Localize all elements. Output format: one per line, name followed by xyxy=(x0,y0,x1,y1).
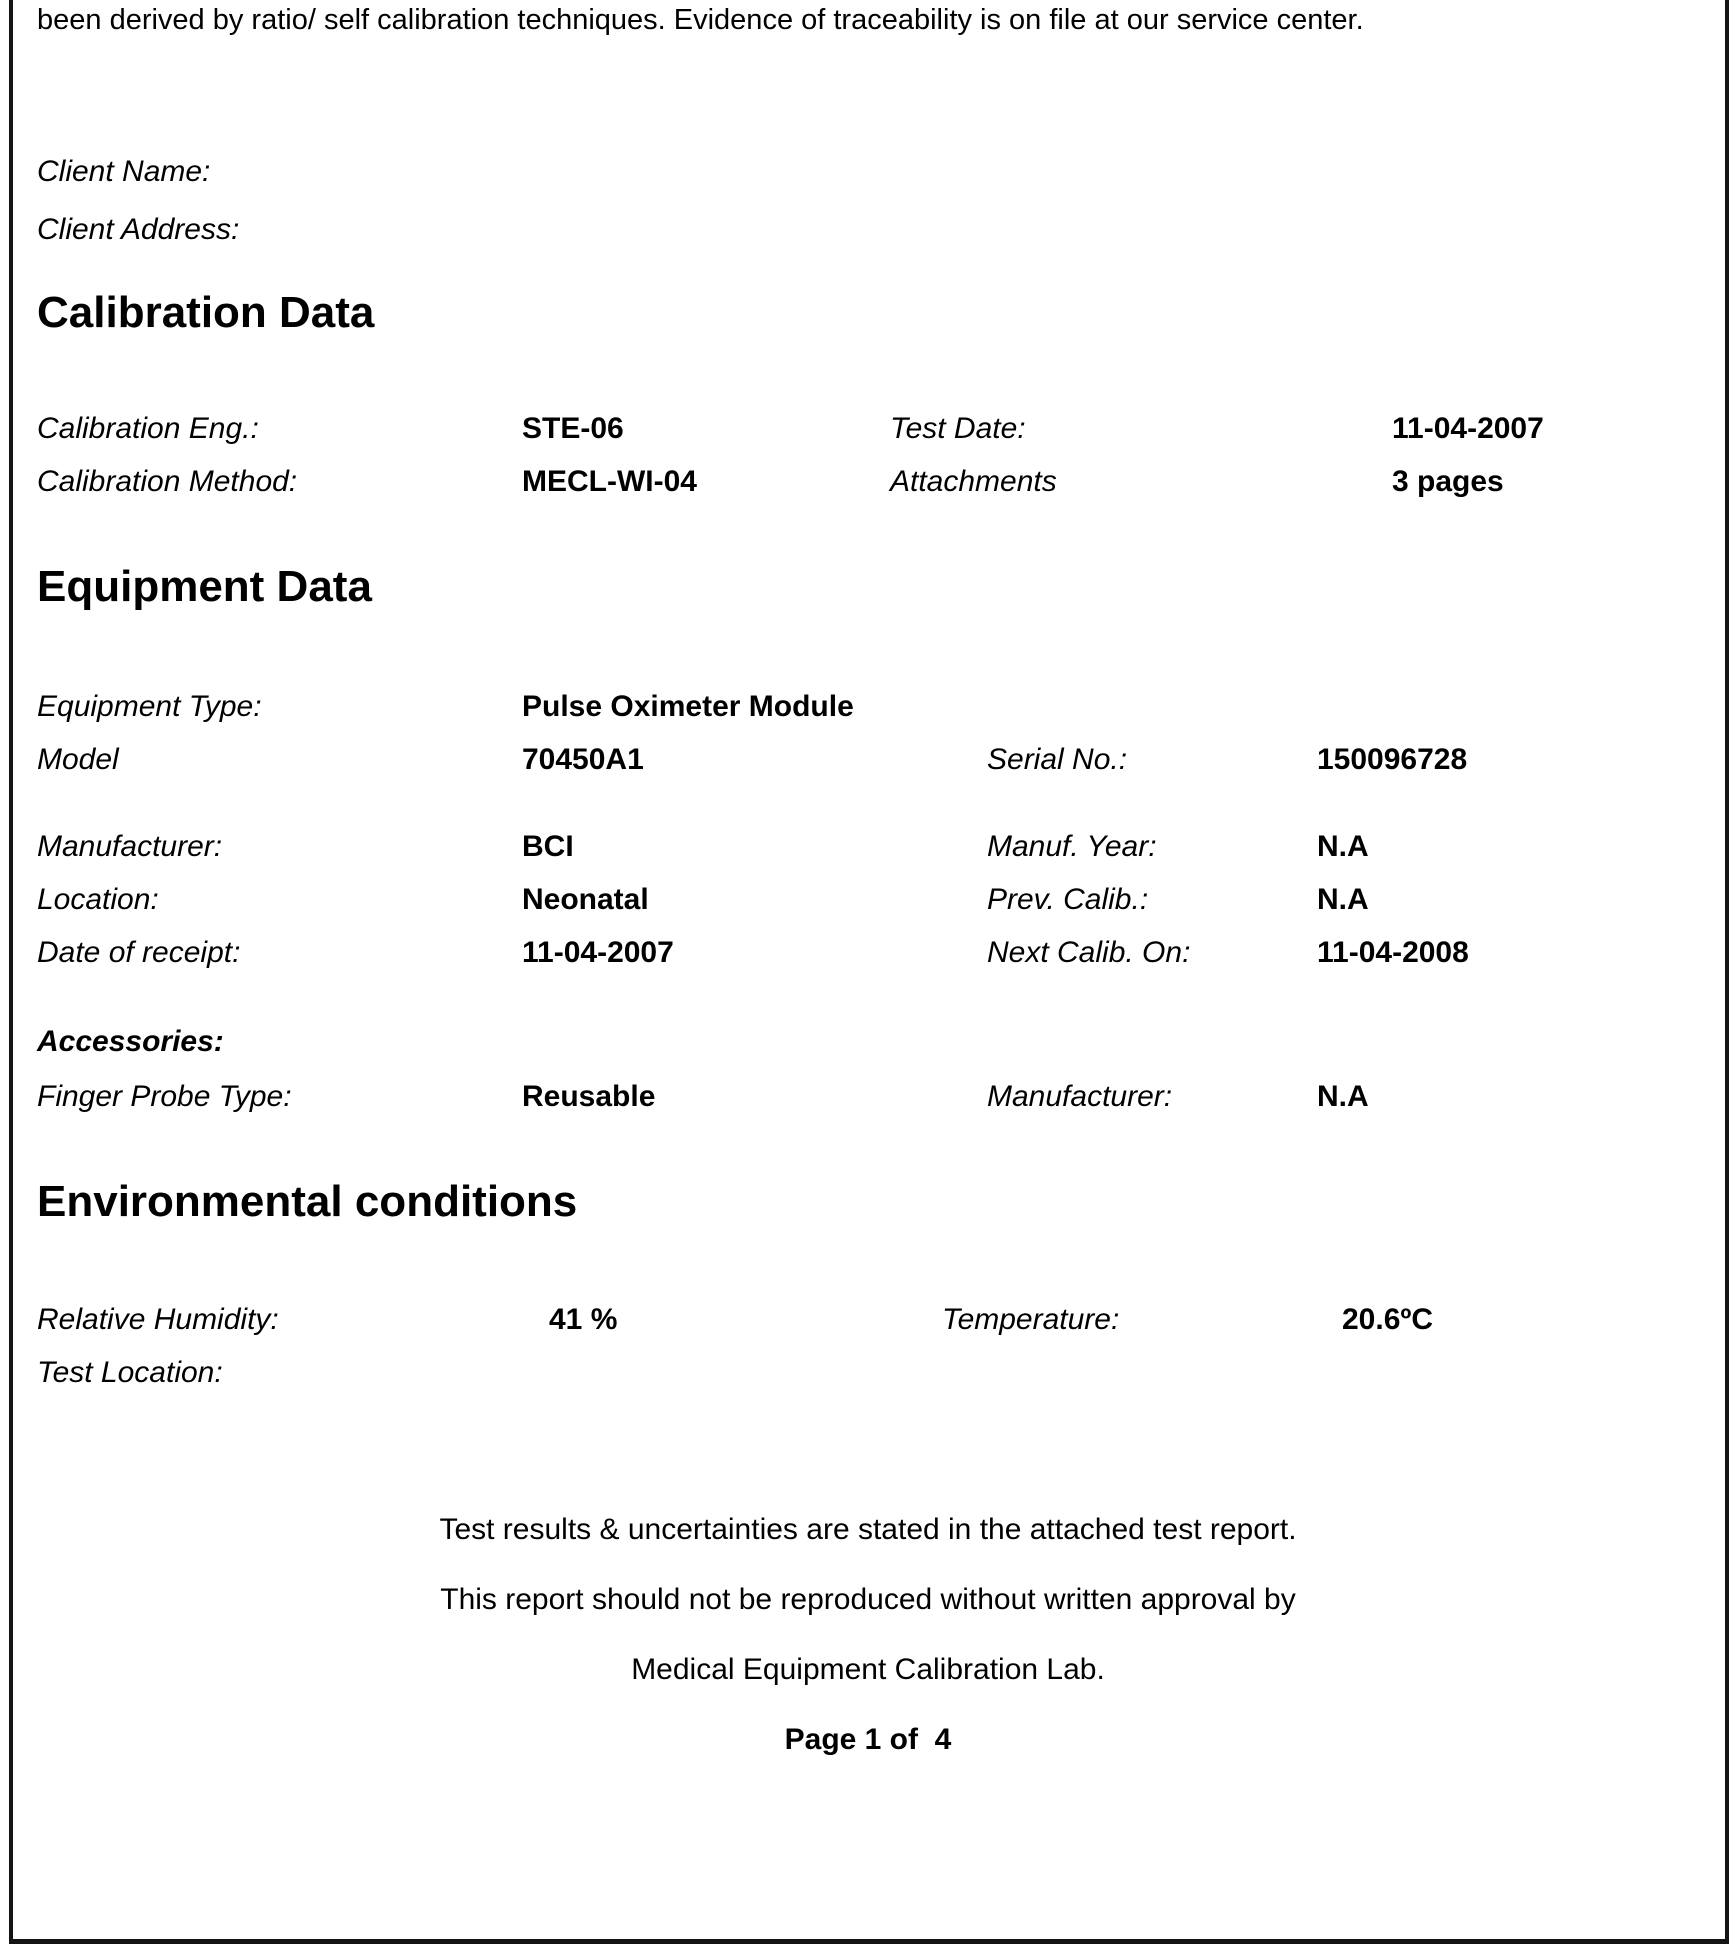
next-calib-on-label: Next Calib. On: xyxy=(987,936,1191,969)
manuf-year-value: N.A xyxy=(1317,830,1369,863)
equipment-type-label: Equipment Type: xyxy=(37,690,262,723)
test-location-label: Test Location: xyxy=(37,1356,223,1389)
equipment-data-table-a xyxy=(37,688,1699,778)
attachments-value: 3 pages xyxy=(1392,465,1504,498)
location-label: Location: xyxy=(37,883,159,916)
date-of-receipt-value: 11-04-2007 xyxy=(522,936,674,969)
empty-cell xyxy=(1342,1354,1699,1391)
date-of-receipt-label: Date of receipt: xyxy=(37,936,241,969)
client-name-label: Client Name: xyxy=(37,155,211,188)
temperature-label: Temperature: xyxy=(942,1303,1120,1336)
calibration-eng-value: STE-06 xyxy=(522,412,624,445)
test-date-value: 11-04-2007 xyxy=(1392,412,1544,445)
relative-humidity-value: 41 % xyxy=(549,1303,618,1336)
section-title-calibration-data: Calibration Data xyxy=(37,288,375,337)
empty-cell xyxy=(942,1354,1342,1391)
prev-calib-label: Prev. Calib.: xyxy=(987,883,1149,916)
finger-probe-type-label: Finger Probe Type: xyxy=(37,1080,292,1113)
footer-note-line2: This report should not be reproduced without written approval by xyxy=(440,1583,1296,1616)
prev-calib-value: N.A xyxy=(1317,883,1369,916)
temperature-value: 20.6ºC xyxy=(1342,1303,1434,1336)
traceability-note: been derived by ratio/ self calibration techniques. Evidence of traceability is on file at our service center. xyxy=(37,4,1364,36)
attachments-label: Attachments xyxy=(890,465,1057,498)
footer-note-line1: Test results & uncertainties are stated in the attached test report. xyxy=(439,1513,1297,1546)
client-block xyxy=(37,154,1699,248)
accessories-label: Accessories: xyxy=(37,1025,224,1058)
serial-no-label: Serial No.: xyxy=(987,743,1128,776)
model-value: 70450A1 xyxy=(522,743,644,776)
empty-cell xyxy=(1317,688,1699,725)
equipment-type-value: Pulse Oximeter Module xyxy=(522,690,854,723)
location-value: Neonatal xyxy=(522,883,649,916)
empty-cell xyxy=(549,1354,942,1391)
model-label: Model xyxy=(37,743,119,776)
probe-manufacturer-value: N.A xyxy=(1317,1080,1369,1113)
manufacturer-value: BCI xyxy=(522,830,574,863)
environmental-conditions-table xyxy=(37,1301,1699,1391)
footer-note-line3: Medical Equipment Calibration Lab. xyxy=(631,1653,1105,1686)
relative-humidity-label: Relative Humidity: xyxy=(37,1303,279,1336)
calibration-report-page xyxy=(9,0,1729,1944)
equipment-data-table-b xyxy=(37,828,1699,971)
calibration-data-table xyxy=(37,410,1699,500)
serial-no-value: 150096728 xyxy=(1317,743,1468,776)
empty-cell xyxy=(987,688,1317,725)
client-address-label: Client Address: xyxy=(37,213,240,246)
calibration-method-label: Calibration Method: xyxy=(37,465,298,498)
test-date-label: Test Date: xyxy=(890,412,1026,445)
page-number: Page 1 of 4 xyxy=(784,1723,952,1756)
accessories-table xyxy=(37,1078,1699,1115)
section-title-environmental-conditions: Environmental conditions xyxy=(37,1177,578,1226)
next-calib-on-value: 11-04-2008 xyxy=(1317,936,1469,969)
section-title-equipment-data: Equipment Data xyxy=(37,562,372,611)
finger-probe-type-value: Reusable xyxy=(522,1080,656,1113)
calibration-method-value: MECL-WI-04 xyxy=(522,465,697,498)
probe-manufacturer-label: Manufacturer: xyxy=(987,1080,1173,1113)
calibration-eng-label: Calibration Eng.: xyxy=(37,412,259,445)
report-footer xyxy=(37,1511,1699,1758)
manufacturer-label: Manufacturer: xyxy=(37,830,223,863)
manuf-year-label: Manuf. Year: xyxy=(987,830,1157,863)
